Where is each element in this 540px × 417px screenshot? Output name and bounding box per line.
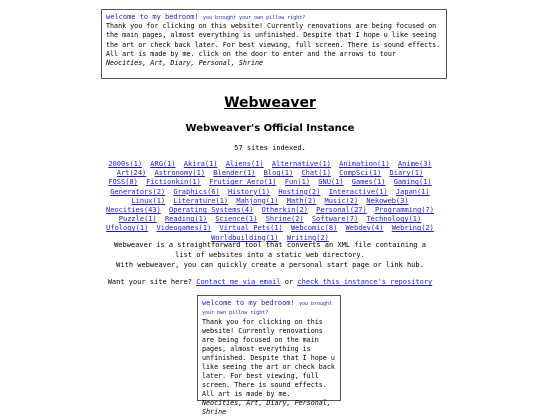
tag-link[interactable]: Webdev(4) bbox=[345, 224, 384, 233]
tag-link[interactable]: Gaming(1) bbox=[393, 178, 432, 187]
description bbox=[104, 241, 436, 270]
tag-link[interactable]: Fictionkin(1) bbox=[146, 178, 201, 187]
tag-link[interactable]: Art(24) bbox=[116, 169, 147, 178]
tag-cloud bbox=[104, 160, 436, 243]
card-tags: Neocities, Art, Diary, Personal, Shrine bbox=[202, 399, 331, 417]
tag-link[interactable]: Reading(1) bbox=[164, 215, 208, 224]
page-subtitle: Webweaver's Official Instance bbox=[185, 123, 355, 134]
page-title: Webweaver bbox=[224, 95, 316, 111]
tag-link[interactable]: Software(7) bbox=[311, 215, 359, 224]
tag-link[interactable]: ARG(1) bbox=[150, 160, 176, 168]
card-description: Thank you for clicking on this website! Currently renovations are being focused on the main pages, almost everything is unfinished. Despite that I hope u like seeing the art or check back later. For best viewing, full screen. There is sound effects. All art is made by me. click on the door to enter and the arrows to tour bbox=[106, 22, 441, 58]
card-title[interactable] bbox=[106, 13, 442, 22]
tag-link[interactable]: Music(2) bbox=[324, 196, 359, 205]
tag-link[interactable]: Frutiger Aero(1) bbox=[209, 178, 277, 187]
card-subtitle: you brought your own pillow right? bbox=[202, 301, 333, 317]
featured-site-card[interactable] bbox=[101, 9, 447, 79]
tag-link[interactable]: Science(1) bbox=[215, 215, 258, 224]
tag-link[interactable]: Mahjong(1) bbox=[236, 196, 279, 205]
tag-link[interactable]: Virtual Pets(1) bbox=[219, 224, 283, 233]
contact-email-link[interactable]: Contact me via email bbox=[196, 278, 281, 286]
tag-link[interactable]: GNU(1) bbox=[318, 178, 344, 187]
tag-link[interactable]: Interactive(1) bbox=[328, 187, 388, 196]
tag-link[interactable]: History(1) bbox=[227, 187, 271, 196]
tag-link[interactable]: Blog(1) bbox=[263, 169, 294, 178]
tag-link[interactable]: Akira(1) bbox=[183, 160, 218, 168]
description-line-1: Webweaver is a straightforward tool that converts an XML file containing a list of websites into a static web directory. bbox=[114, 241, 426, 259]
tag-link[interactable]: Programming(7) bbox=[374, 206, 434, 215]
tag-link[interactable]: Operating Systems(4) bbox=[169, 206, 254, 215]
tag-link[interactable]: Aliens(1) bbox=[225, 160, 264, 168]
sites-count: 57 sites indexed. bbox=[234, 144, 306, 152]
tag-link[interactable]: FOSS(8) bbox=[108, 178, 138, 187]
description-line-2: With webweaver, you can quickly create a personal start page or link hub. bbox=[116, 260, 424, 269]
card-title[interactable] bbox=[202, 299, 336, 318]
tag-link[interactable]: Japan(1) bbox=[395, 187, 430, 196]
tag-link[interactable]: 2000s(1) bbox=[108, 160, 143, 168]
tag-link[interactable]: Otherkin(2) bbox=[261, 206, 308, 215]
tag-link[interactable]: Hosting(2) bbox=[278, 187, 321, 196]
site-card[interactable] bbox=[197, 295, 341, 417]
card-description: Thank you for clicking on this website! Currently renovations are being focused on the main pages, almost everything is unfinished. Despite that I hope u like seeing the art or check back later. For best viewing, full screen. There is sound effects. All art is made by me. bbox=[202, 317, 335, 399]
tag-link[interactable]: Astronomy(1) bbox=[154, 169, 206, 178]
tag-link[interactable]: Fun(1) bbox=[284, 178, 311, 187]
tag-link[interactable]: Linux(1) bbox=[131, 196, 166, 205]
tag-link[interactable]: Anime(3) bbox=[397, 160, 432, 168]
tag-link[interactable]: Webcomic(8) bbox=[290, 224, 338, 233]
tag-link[interactable]: Ufology(1) bbox=[106, 224, 149, 233]
repository-link[interactable]: check this instance's repository bbox=[297, 278, 433, 286]
submit-site-line bbox=[0, 278, 540, 287]
tag-link[interactable]: Games(1) bbox=[351, 178, 386, 187]
card-title-text: welcome to my bedroom! bbox=[202, 299, 295, 307]
card-title-text: welcome to my bedroom! bbox=[106, 13, 199, 21]
tag-link[interactable]: Writing(2) bbox=[286, 233, 329, 242]
tag-link[interactable]: CompSci(1) bbox=[339, 169, 382, 178]
tag-link[interactable]: Diary(1) bbox=[389, 169, 424, 178]
tag-link[interactable]: Personal(27) bbox=[316, 206, 367, 215]
tag-link[interactable]: Worldbuilding(1) bbox=[211, 233, 279, 242]
tag-link[interactable]: Technology(1) bbox=[366, 215, 422, 224]
tag-link[interactable]: Alternative(1) bbox=[271, 160, 331, 168]
card-subtitle: you brought your own pillow right? bbox=[202, 15, 306, 21]
tag-link[interactable]: Nekoweb(3) bbox=[366, 196, 409, 205]
tag-link[interactable]: Videogames(1) bbox=[156, 224, 212, 233]
tag-link[interactable]: Webring(2) bbox=[391, 224, 434, 233]
tag-link[interactable]: Blender(1) bbox=[213, 169, 256, 178]
tag-link[interactable]: Puzzle(1) bbox=[118, 215, 157, 224]
submit-or: or bbox=[284, 278, 294, 286]
tag-link[interactable]: Neocities(43) bbox=[106, 206, 161, 215]
tag-link[interactable]: Chat(1) bbox=[301, 169, 331, 178]
tag-link[interactable]: Generators(2) bbox=[110, 187, 166, 196]
card-tags: Neocities, Art, Diary, Personal, Shrine bbox=[106, 58, 264, 67]
tag-link[interactable]: Literature(1) bbox=[173, 196, 229, 205]
tag-link[interactable]: Graphics(6) bbox=[173, 187, 220, 196]
tag-link[interactable]: Animation(1) bbox=[339, 160, 390, 168]
submit-prefix: Want your site here? bbox=[107, 278, 193, 286]
tag-link[interactable]: Math(2) bbox=[286, 196, 317, 205]
tag-link[interactable]: Shrine(2) bbox=[265, 215, 304, 224]
